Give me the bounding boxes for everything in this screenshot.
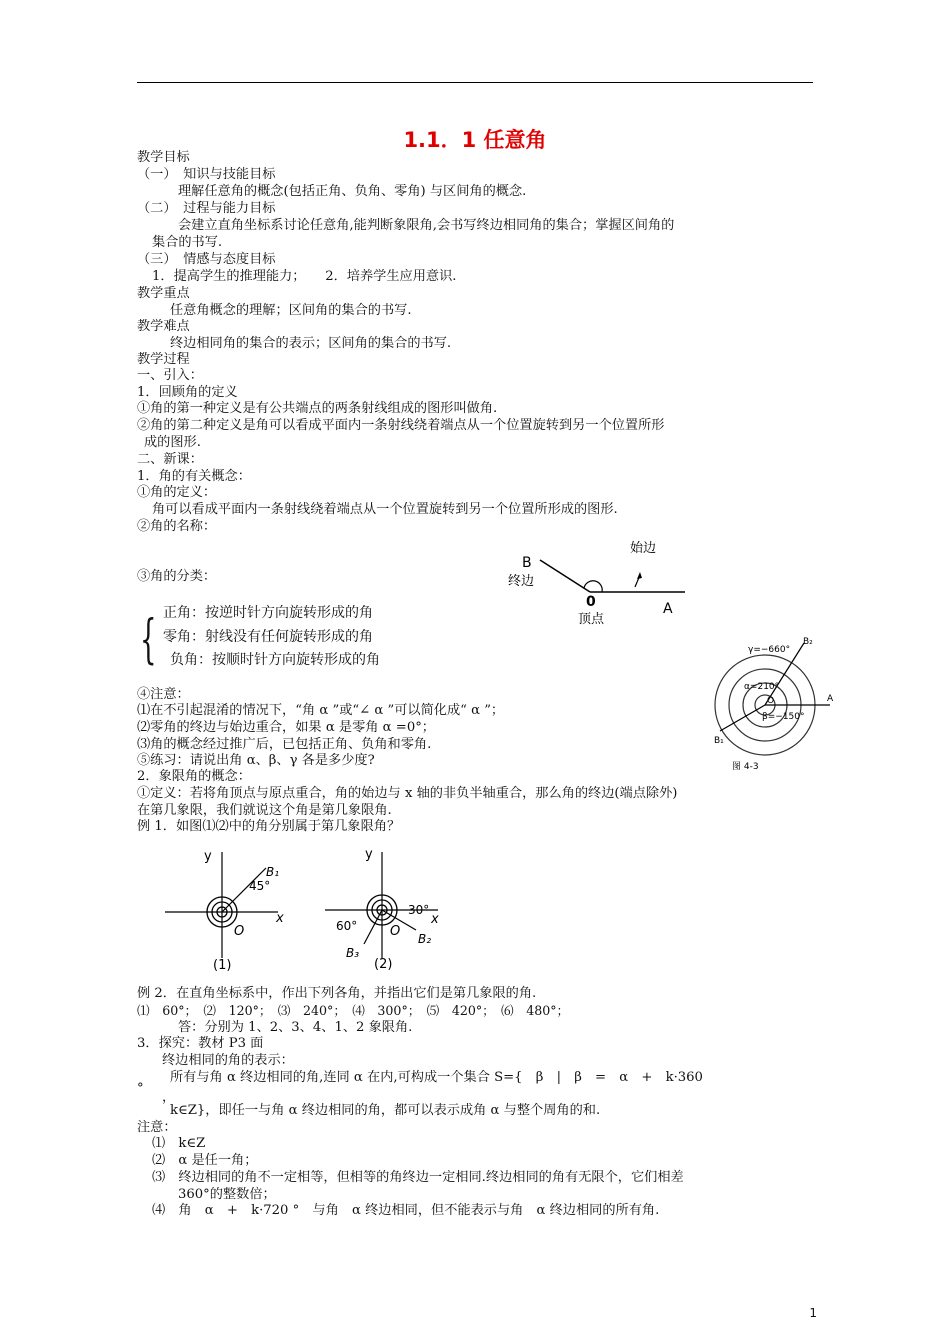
text-line: ⑴在不引起混淆的情况下，“角 α ”或“∠ α ”可以简化成“ α ”； <box>137 703 505 718</box>
text-line: 例 2．在直角坐标系中，作出下列各角，并指出它们是第几象限的角. <box>137 986 537 1001</box>
text-line: 教学难点 <box>137 319 190 334</box>
angle-30-label: 30° <box>408 903 430 917</box>
figure-caption: 图 4-3 <box>732 762 759 772</box>
text-line: 360°的整数倍； <box>178 1187 276 1202</box>
text-line: ①定义：若将角顶点与原点重合，角的始边与 x 轴的非负半轴重合，那么角的终边(端点除外) <box>137 786 678 801</box>
vertex-label: 顶点 <box>578 612 605 627</box>
text-line: （一） 知识与技能目标 <box>137 167 276 182</box>
text-line: 在第几象限，我们就说这个角是第几象限角. <box>137 803 392 818</box>
text-line: 1．提高学生的推理能力； 2．培养学生应用意识. <box>152 269 457 284</box>
text-line: 终边相同角的集合的表示；区间角的集合的书写. <box>170 336 452 351</box>
classification-brace: { <box>140 610 157 670</box>
text-line: 负角：按顺时针方向旋转形成的角 <box>170 652 380 668</box>
text-line: 3．探究：教材 P3 面 <box>137 1036 264 1051</box>
text-line: （三） 情感与态度目标 <box>137 252 276 267</box>
b3-label: B₃ <box>346 946 360 960</box>
text-line: k∈Z}，即任一与角 α 终边相同的角，都可以表示成角 α 与整个周角的和. <box>170 1103 601 1118</box>
text-line: ， <box>162 1090 176 1105</box>
text-line: ③角的分类： <box>137 569 217 584</box>
start-side-label: 始边 <box>630 541 657 556</box>
text-line: （二） 过程与能力目标 <box>137 201 276 216</box>
origin-label: O <box>767 696 775 706</box>
text-line: 集合的书写. <box>152 235 223 250</box>
text-line: ①角的第一种定义是有公共端点的两条射线组成的图形叫做角. <box>137 401 498 416</box>
text-line: 所有与角 α 终边相同的角,连同 α 在内,可构成一个集合 S={ β | β = α + k·360 <box>170 1070 703 1085</box>
text-line: 2．象限角的概念： <box>137 769 251 784</box>
alpha-label: α=210° <box>744 682 780 692</box>
b1-label: B₁ <box>266 865 280 879</box>
figure-4-3 <box>700 633 845 778</box>
text-line: 理解任意角的概念(包括正角、负角、零角) 与区间角的概念. <box>178 184 527 199</box>
text-line: ⑶角的概念经过推广后，已包括正角、负角和零角. <box>137 737 432 752</box>
b1-label: B₁ <box>714 736 724 746</box>
text-line: ④注意： <box>137 687 190 702</box>
text-line: ⑶ 终边相同的角不一定相等，但相等的角终边一定相同.终边相同的角有无限个，它们相差 <box>152 1170 684 1185</box>
quadrant-figure-2 <box>320 840 450 975</box>
text-line: 教学过程 <box>137 352 190 367</box>
text-line: 注意： <box>137 1120 177 1135</box>
text-line: 成的图形. <box>144 435 201 450</box>
figure-number: (1) <box>213 958 232 973</box>
point-b-label: B <box>522 555 532 571</box>
text-line: 1．回顾角的定义 <box>137 385 238 400</box>
point-a-label: A <box>663 601 673 617</box>
b2-label: B₂ <box>418 932 432 946</box>
angle-name-diagram <box>500 535 710 635</box>
angle-label: 45° <box>249 879 271 893</box>
text-line: ②角的第二种定义是角可以看成平面内一条射线绕着端点从一个位置旋转到另一个位置所形 <box>137 418 665 433</box>
figure-number: (2) <box>374 957 393 972</box>
origin-label: O <box>390 924 401 939</box>
text-line: 教学重点 <box>137 286 190 301</box>
quadrant-figure-1 <box>160 840 290 975</box>
text-line: 1．角的有关概念： <box>137 469 251 484</box>
b2-label: B₂ <box>803 637 813 647</box>
text-line: ⑤练习：请说出角 α、β、γ 各是多少度? <box>137 753 375 768</box>
text-line: 例 1．如图⑴⑵中的角分别属于第几象限角？ <box>137 819 401 834</box>
text-line: 任意角概念的理解；区间角的集合的书写. <box>170 303 412 318</box>
x-axis-label: x <box>276 911 284 926</box>
text-line: ⑴ k∈Z <box>152 1136 206 1151</box>
x-axis-label: x <box>431 912 439 927</box>
y-axis-label: y <box>365 847 373 862</box>
origin-label: O <box>234 924 245 939</box>
text-line: 一、引入： <box>137 368 203 383</box>
text-line: 零角：射线没有任何旋转形成的角 <box>163 629 373 645</box>
text-line: 教学目标 <box>137 150 190 165</box>
text-line: 答：分别为 1、2、3、4、1、2 象限角. <box>178 1020 413 1035</box>
gamma-label: γ=−660° <box>748 645 791 655</box>
text-line: 终边相同的角的表示： <box>162 1053 294 1068</box>
beta-label: β=−150° <box>762 712 805 722</box>
y-axis-label: y <box>204 849 212 864</box>
text-line: ①角的定义： <box>137 485 217 500</box>
page-title: 1.1．1 任意角 <box>403 128 547 152</box>
text-line: 角可以看成平面内一条射线绕着端点从一个位置旋转到另一个位置所形成的图形. <box>152 502 618 517</box>
point-a-label: A <box>827 694 834 704</box>
text-line: ⑵零角的终边与始边重合，如果 α 是零角 α =0°； <box>137 720 435 735</box>
text-line: 二、新课： <box>137 452 203 467</box>
text-line: ° <box>137 1081 144 1096</box>
header-rule <box>137 82 813 83</box>
text-line: ②角的名称： <box>137 519 217 534</box>
angle-60-label: 60° <box>336 919 358 933</box>
text-line: ⑴ 60°； ⑵ 120°； ⑶ 240°； ⑷ 300°； ⑸ 420°； ⑹ 480°； <box>137 1003 570 1018</box>
text-line: 会建立直角坐标系讨论任意角,能判断象限角,会书写终边相同角的集合；掌握区间角的 <box>178 218 675 233</box>
terminal-side-label: 终边 <box>508 574 535 589</box>
page-number: 1 <box>809 1306 817 1320</box>
origin-label: 0 <box>586 594 596 610</box>
text-line: ⑷ 角 α + k·720 ° 与角 α 终边相同，但不能表示与角 α 终边相同的所有角. <box>152 1203 660 1218</box>
text-line: 正角：按逆时针方向旋转形成的角 <box>163 605 373 621</box>
text-line: ⑵ α 是任一角； <box>152 1153 258 1168</box>
